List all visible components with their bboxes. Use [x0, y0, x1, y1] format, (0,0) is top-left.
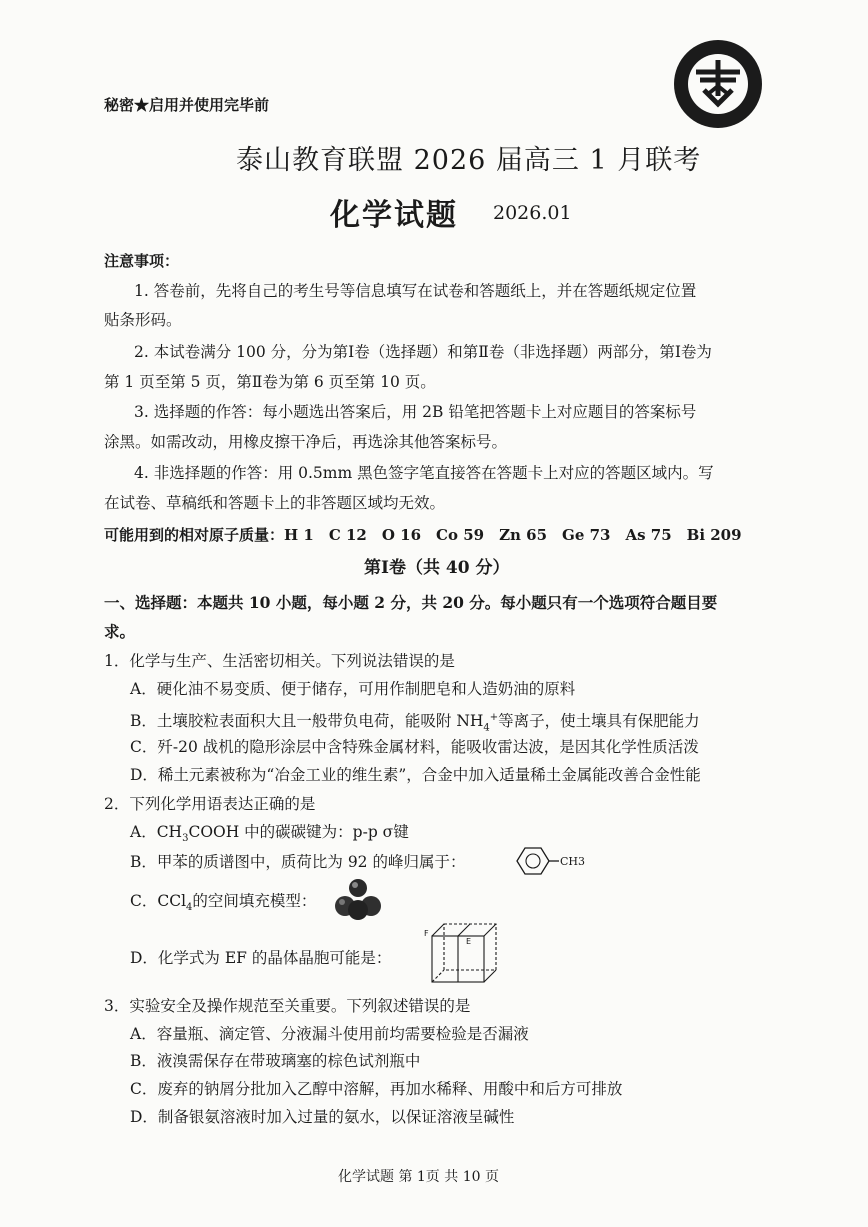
- notice-item-1-line-2: 贴条形码。: [104, 311, 182, 329]
- notice-item-2-line-1: 2. 本试卷满分 100 分，分为第Ⅰ卷（选择题）和第Ⅱ卷（非选择题）两部分，第Ⅰ卷为: [134, 343, 712, 361]
- notice-item-2-line-2: 第 1 页至第 5 页，第Ⅱ卷为第 6 页至第 10 页。: [104, 373, 436, 391]
- q2-option-b: B．甲苯的质谱图中，质荷比为 92 的峰归属于：: [130, 853, 466, 871]
- label-e: E: [466, 937, 472, 946]
- confidential-mark: 秘密★启用并使用完毕前: [104, 96, 270, 114]
- toluene-structure: [505, 843, 585, 879]
- notice-heading: 注意事项：: [104, 252, 180, 270]
- ccl4-space-filling-model: [333, 878, 383, 922]
- exam-date: 2026.01: [493, 202, 572, 224]
- q1-option-d: D．稀土元素被称为“冶金工业的维生素”，合金中加入适量稀土金属能改善合金性能: [130, 766, 701, 784]
- q1-stem: 1．化学与生产、生活密切相关。下列说法错误的是: [104, 652, 455, 670]
- crystal-unit-cell: [420, 920, 500, 986]
- q2-option-d: D．化学式为 EF 的晶体晶胞可能是：: [130, 949, 392, 967]
- notice-item-3-line-2: 涂黑。如需改动，用橡皮擦干净后，再选涂其他答案标号。: [104, 433, 508, 451]
- methyl-group-label: CH3: [560, 855, 585, 868]
- notice-item-4-line-1: 4. 非选择题的作答：用 0.5mm 黑色签字笔直接答在答题卡上对应的答题区域内。写: [134, 464, 714, 482]
- q3-option-d: D．制备银氨溶液时加入过量的氨水，以保证溶液呈碱性: [130, 1108, 515, 1126]
- q2-stem: 2．下列化学用语表达正确的是: [104, 795, 316, 813]
- notice-item-4-line-2: 在试卷、草稿纸和答题卡上的非答题区域均无效。: [104, 494, 446, 512]
- q3-option-b: B．液溴需保存在带玻璃塞的棕色试剂瓶中: [130, 1052, 421, 1070]
- notice-item-3-line-1: 3. 选择题的作答：每小题选出答案后，用 2B 铅笔把答题卡上对应题目的答案标号: [134, 403, 697, 421]
- atomic-masses: 可能用到的相对原子质量：H 1 C 12 O 16 Co 59 Zn 65 Ge 73 As 75 Bi 209: [104, 526, 742, 544]
- page-footer: 化学试题 第 1页 共 10 页: [338, 1169, 499, 1185]
- school-seal-logo: [672, 38, 764, 130]
- part-one-instructions-line-1: 一、选择题：本题共 10 小题，每小题 2 分，共 20 分。每小题只有一个选项符合题目要: [104, 593, 718, 612]
- q2-option-c: C．CCl$_4$的空间填充模型：: [130, 892, 317, 914]
- q3-option-a: A．容量瓶、滴定管、分液漏斗使用前均需要检验是否漏液: [130, 1025, 529, 1043]
- notice-item-1-line-1: 1. 答卷前，先将自己的考生号等信息填写在试卷和答题纸上，并在答题纸规定位置: [134, 282, 697, 300]
- q1-option-a: A．硬化油不易变质、便于储存，可用作制肥皂和人造奶油的原料: [130, 680, 576, 698]
- q2-option-a: A．$CH_3COOH$ 中的碳碳键为：p-p σ键: [130, 823, 409, 845]
- q1-option-c: C．歼-20 战机的隐形涂层中含特殊金属材料，能吸收雷达波，是因其化学性质活泼: [130, 738, 699, 756]
- exam-title: 泰山教育联盟 2026 届高三 1 月联考: [236, 145, 702, 176]
- part-one-instructions-line-2: 求。: [104, 622, 136, 641]
- q3-option-c: C．废弃的钠屑分批加入乙醇中溶解，再加水稀释、用酸中和后方可排放: [130, 1080, 623, 1098]
- q3-stem: 3．实验安全及操作规范至关重要。下列叙述错误的是: [104, 997, 471, 1015]
- subject-title: 化学试题: [330, 198, 458, 233]
- label-f: F: [424, 929, 429, 938]
- section-title: 第Ⅰ卷（共 40 分）: [364, 558, 510, 578]
- q1-option-b: B．土壤胶粒表面积大且一般带负电荷，能吸附 $NH_4^+$等离子，使土壤具有保肥能力: [130, 712, 700, 734]
